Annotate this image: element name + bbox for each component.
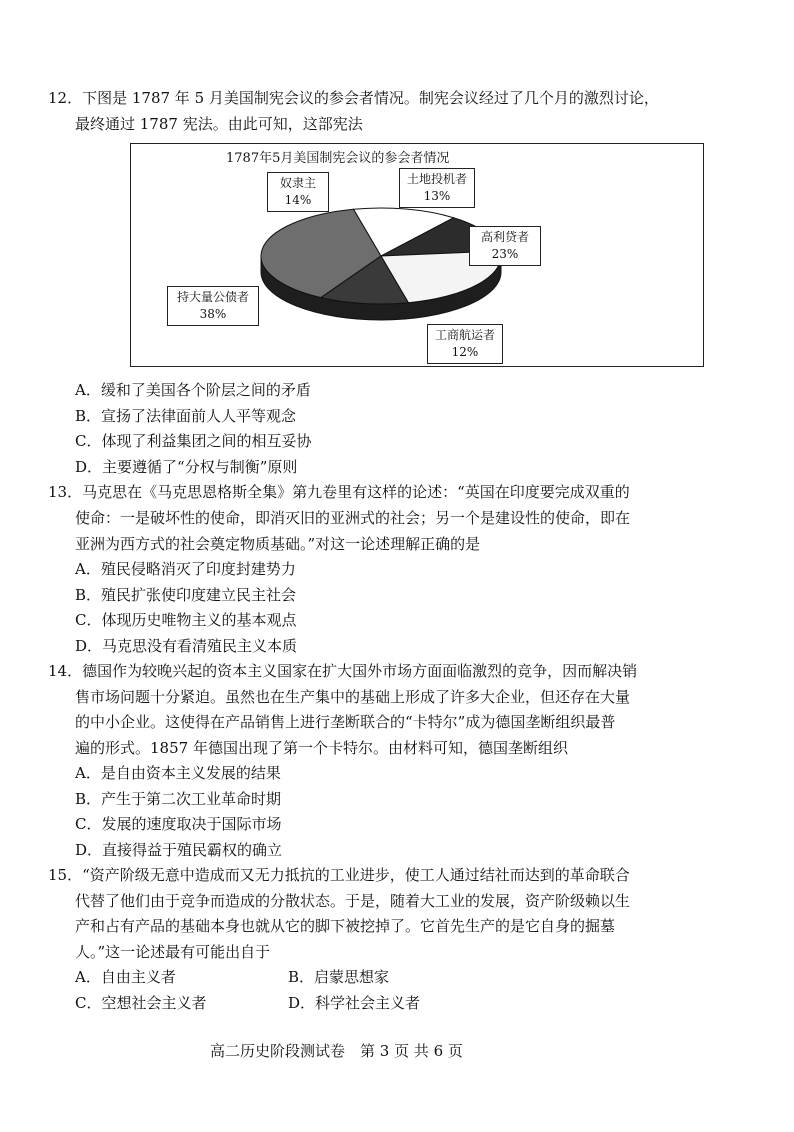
q14-option-c: C．发展的速度取决于国际市场: [75, 815, 282, 833]
q13-stem-line3: 亚洲为西方式的社会奠定物质基础。”对这一论述理解正确的是: [75, 535, 481, 553]
callout-label: 奴隶主: [279, 176, 316, 190]
callout-value: 13%: [423, 189, 451, 203]
callout-land-speculator: [399, 168, 475, 208]
chart-title: 1787年5月美国制宪会议的参会者情况: [226, 151, 450, 166]
q14-stem-line2: 售市场问题十分紧迫。虽然也在生产集中的基础上形成了许多大企业，但还存在大量: [75, 688, 631, 706]
callout-label: 高利贷者: [480, 230, 529, 244]
q12-stem-line2: 最终通过 1787 宪法。由此可知，这部宪法: [75, 115, 363, 133]
q13-option-c: C．体现历史唯物主义的基本观点: [75, 611, 297, 629]
q14-stem-line3: 的中小企业。这使得在产品销售上进行垄断联合的“卡特尔”成为德国垄断组织最普: [75, 713, 616, 731]
callout-value: 23%: [491, 247, 519, 261]
q14-stem-line1: 14．德国作为较晚兴起的资本主义国家在扩大国外市场方面面临激烈的竞争，因而解决销: [48, 662, 638, 680]
callout-usurer: [469, 226, 541, 266]
callout-value: 14%: [284, 193, 312, 207]
q12-option-b: B．宣扬了法律面前人人平等观念: [75, 407, 297, 425]
q15-option-c: C．空想社会主义者: [75, 994, 207, 1012]
q13-stem-line1: 13．马克思在《马克思恩格斯全集》第九卷里有这样的论述：“英国在印度要完成双重的: [48, 483, 630, 501]
callout-merchant-shipper: [427, 324, 503, 364]
q13-option-b: B．殖民扩张使印度建立民主社会: [75, 586, 297, 604]
callout-value: 12%: [451, 345, 479, 359]
q15-option-b: B．启蒙思想家: [288, 968, 390, 986]
q12-stem-line1: 12．下图是 1787 年 5 月美国制宪会议的参会者情况。制宪会议经过了几个月的激烈讨论，: [48, 89, 659, 107]
q12-option-a: A．缓和了美国各个阶层之间的矛盾: [75, 381, 311, 399]
callout-label: 持大量公债者: [176, 290, 249, 304]
q14-option-d: D．直接得益于殖民霸权的确立: [75, 841, 283, 859]
q13-option-a: A．殖民侵略消灭了印度封建势力: [75, 560, 296, 578]
q14-option-b: B．产生于第二次工业革命时期: [75, 790, 282, 808]
q15-stem-line4: 人。”这一论述最有可能出自于: [75, 943, 271, 961]
q14-stem-line4: 遍的形式。1857 年德国出现了第一个卡特尔。由材料可知，德国垄断组织: [75, 739, 568, 757]
q12-option-d: D．主要遵循了“分权与制衡”原则: [75, 458, 298, 476]
callout-value: 38%: [199, 307, 227, 321]
q12-option-c: C．体现了利益集团之间的相互妥协: [75, 432, 312, 450]
callout-bondholder: [167, 286, 259, 326]
q15-stem-line2: 代替了他们由于竞争而造成的分散状态。于是，随着大工业的发展，资产阶级赖以生: [75, 892, 631, 910]
q15-stem-line3: 产和占有产品的基础本身也就从它的脚下被挖掉了。它首先生产的是它自身的掘墓: [75, 917, 616, 935]
callout-slaveholder: [267, 172, 329, 212]
callout-label: 工商航运者: [434, 328, 495, 342]
q15-stem-line1: 15．“资产阶级无意中造成而又无力抵抗的工业进步，使工人通过结社而达到的革命联合: [48, 866, 630, 884]
callout-label: 土地投机者: [406, 172, 467, 186]
q15-option-d: D．科学社会主义者: [288, 994, 421, 1012]
q15-option-a: A．自由主义者: [75, 968, 176, 986]
page-footer: 高二历史阶段测试卷 第 3 页 共 6 页: [210, 1042, 463, 1060]
q14-option-a: A．是自由资本主义发展的结果: [75, 764, 281, 782]
q13-stem-line2: 使命：一是破坏性的使命，即消灭旧的亚洲式的社会；另一个是建设性的使命，即在: [75, 509, 631, 527]
pie-chart-figure: [130, 143, 704, 367]
q13-option-d: D．马克思没有看清殖民主义本质: [75, 637, 298, 655]
